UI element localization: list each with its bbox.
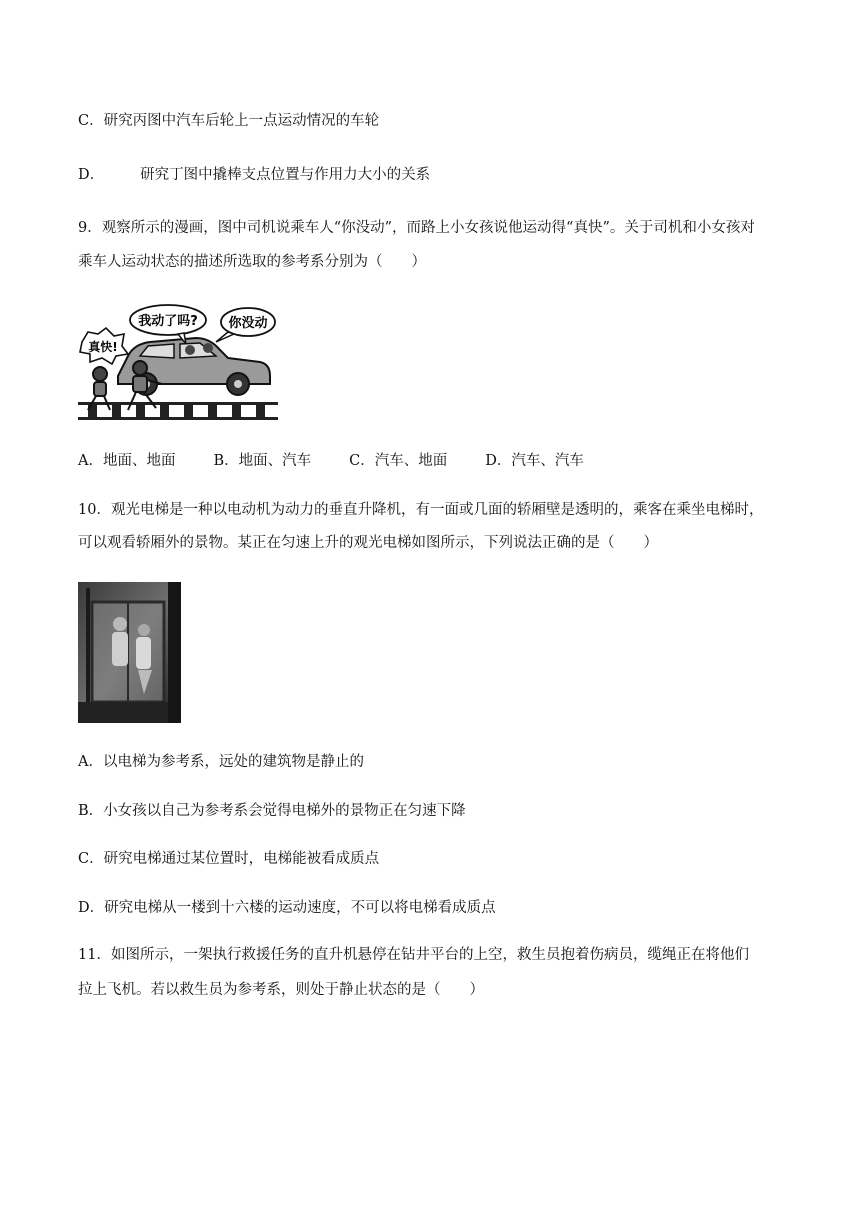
driver-bubble-text: 你没动 <box>228 316 268 331</box>
q10-option-b: B．小女孩以自己为参考系会觉得电梯外的景物正在匀速下降 <box>78 803 466 819</box>
q11-stem-line2: 拉上飞机。若以救生员为参考系，则处于静止状态的是（ ） <box>78 982 484 998</box>
q8-option-d-label: D． <box>78 167 105 183</box>
q10-stem-line1: 10．观光电梯是一种以电动机为动力的垂直升降机，有一面或几面的轿厢壁是透明的，乘客在乘坐电梯时， <box>78 502 764 518</box>
cartoon-illustration <box>78 298 278 424</box>
q10-option-c: C．研究电梯通过某位置时，电梯能被看成质点 <box>78 851 380 867</box>
q8-option-c: C．研究丙图中汽车后轮上一点运动情况的车轮 <box>78 113 380 129</box>
driver-speech-bubble <box>216 308 275 342</box>
q10-elevator-photo <box>78 582 181 723</box>
q8-option-d <box>78 165 430 185</box>
q9-stem-line2: 乘车人运动状态的描述所选取的参考系分别为（ ） <box>78 254 426 270</box>
q9-stem-line1: 9．观察所示的漫画，图中司机说乘车人“你没动”，而路上小女孩说他运动得“真快”。关于司机和小女孩对 <box>78 220 755 236</box>
girl-speech-bubble <box>80 328 128 364</box>
girl-bubble-text: 真快! <box>88 340 118 354</box>
q10-stem-line2: 可以观看轿厢外的景物。某正在匀速上升的观光电梯如图所示，下列说法正确的是（ ） <box>78 535 658 551</box>
q9-option-d: D．汽车、汽车 <box>485 453 584 469</box>
q8-option-d-text: 研究丁图中撬棒支点位置与作用力大小的关系 <box>140 167 431 183</box>
passenger-bubble-text: 我动了吗? <box>138 314 198 329</box>
q9-cartoon <box>78 298 278 424</box>
q9-options <box>78 451 584 471</box>
q9-option-b: B．地面、汽车 <box>213 453 312 469</box>
elevator-photo-image <box>78 582 181 723</box>
q10-option-a: A．以电梯为参考系，远处的建筑物是静止的 <box>78 754 364 770</box>
q9-option-c: C．汽车、地面 <box>349 453 448 469</box>
q9-option-a: A．地面、地面 <box>78 453 176 469</box>
q10-option-d: D．研究电梯从一楼到十六楼的运动速度，不可以将电梯看成质点 <box>78 900 496 916</box>
q11-stem-line1: 11．如图所示，一架执行救援任务的直升机悬停在钻井平台的上空，救生员抱着伤病员，缆绳正在将他们 <box>78 947 749 963</box>
